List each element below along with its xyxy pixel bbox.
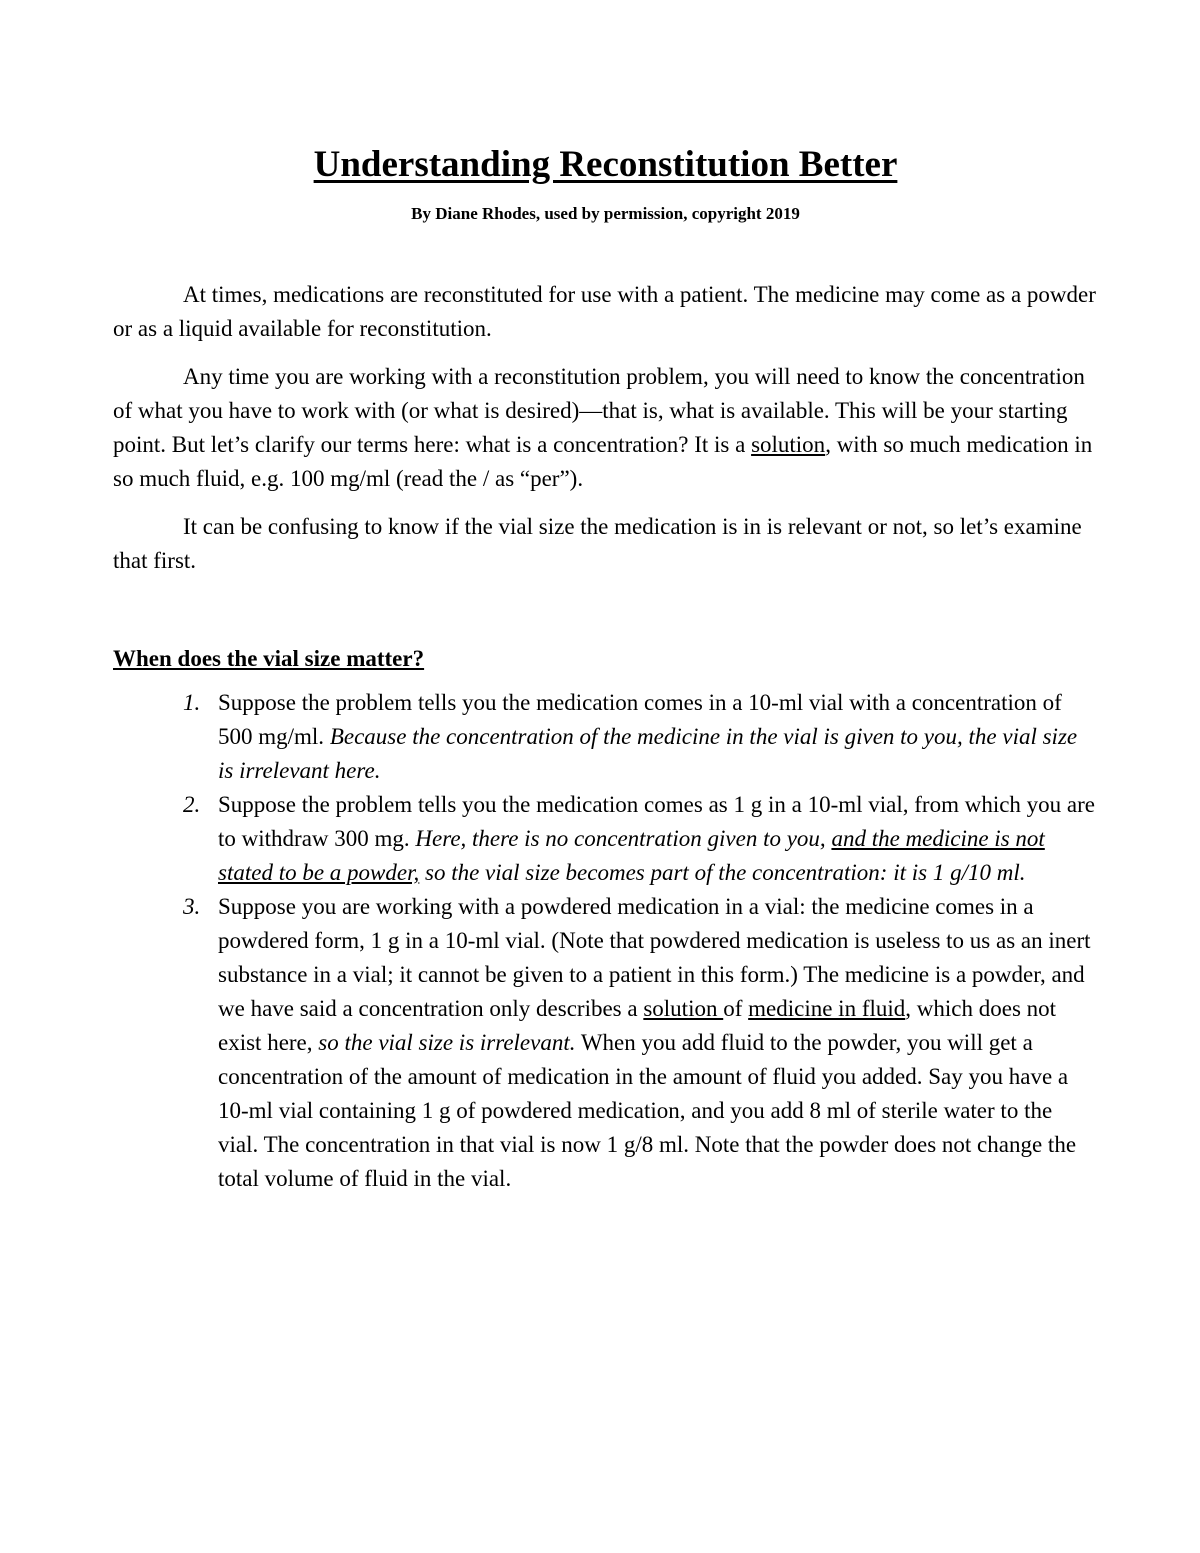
underlined-term-medicine-in-fluid: medicine in fluid bbox=[748, 996, 906, 1021]
list-item-italic: Because the concentration of the medicine in the vial is given to you, the vial size is irrelevant here. bbox=[218, 724, 1078, 783]
list-item-text: of bbox=[723, 996, 749, 1021]
list-item-italic: Here, there is no concentration given to you, bbox=[415, 826, 832, 851]
list-item-2 bbox=[113, 788, 1098, 890]
underlined-term-solution: solution bbox=[751, 432, 826, 457]
list-item-text: Suppose you are working with a powdered medication in a vial: the medicine comes in a powdered form, 1 g in a 10-ml vial. (Note that powdered medication is useless to us as an inert substance in a vial; it cannot be given to a patient in this form.) The medicine is a powder, and we have said a concentration only describes a bbox=[218, 894, 1091, 1021]
underlined-term-solution: solution bbox=[643, 996, 724, 1021]
list-number: 2. bbox=[183, 792, 201, 817]
paragraph-text: , with so much medication in so much fluid, e.g. 100 mg/ml (read the / as “per”). bbox=[113, 432, 1093, 491]
section-heading: When does the vial size matter? bbox=[113, 646, 425, 671]
list-item-italic-underlined: and the medicine is not stated to be a powder, bbox=[218, 826, 1045, 885]
paragraph-vial-size: It can be confusing to know if the vial size the medication is in is relevant or not, so let’s examine that first. bbox=[113, 514, 1082, 573]
list-item-text: Suppose the problem tells you the medication comes in a 10-ml vial with a concentration of 500 mg/ml. bbox=[218, 690, 1062, 749]
list-item-3 bbox=[113, 890, 1098, 1196]
document-title: Understanding Reconstitution Better bbox=[313, 144, 898, 185]
list-item-text: Suppose the problem tells you the medication comes as 1 g in a 10-ml vial, from which you are to withdraw 300 mg. bbox=[218, 792, 1095, 851]
list-item-text: , which does not exist here, bbox=[218, 996, 1057, 1055]
byline: By Diane Rhodes, used by permission, copyright 2019 bbox=[411, 204, 800, 223]
paragraph-concentration bbox=[113, 360, 1098, 496]
list-item-1 bbox=[113, 686, 1098, 788]
document-page bbox=[113, 140, 1098, 1196]
list-item-text: When you add fluid to the powder, you will get a concentration of the amount of medication in the amount of fluid you added. Say you have a 10-ml vial containing 1 g of powdered medication, and you add 8 ml of sterile water to the vial. The concentration in that vial is now 1 g/8 ml. Note that the powder does not change the total volume of fluid in the vial. bbox=[218, 1030, 1077, 1191]
list-item-italic: so the vial size becomes part of the concentration: it is 1 g/10 ml. bbox=[419, 860, 1026, 885]
list-number: 1. bbox=[183, 690, 201, 715]
paragraph-text: Any time you are working with a reconstitution problem, you will need to know the concentration of what you have to work with (or what is desired)—that is, what is available. This will be your starting point. But let’s clarify our terms here: what is a concentration? It is a bbox=[113, 364, 1085, 457]
list-item-italic: so the vial size is irrelevant. bbox=[318, 1030, 576, 1055]
numbered-list bbox=[113, 686, 1098, 1196]
paragraph-intro: At times, medications are reconstituted for use with a patient. The medicine may come as a powder or as a liquid available for reconstitution. bbox=[113, 282, 1096, 341]
list-number: 3. bbox=[183, 894, 201, 919]
